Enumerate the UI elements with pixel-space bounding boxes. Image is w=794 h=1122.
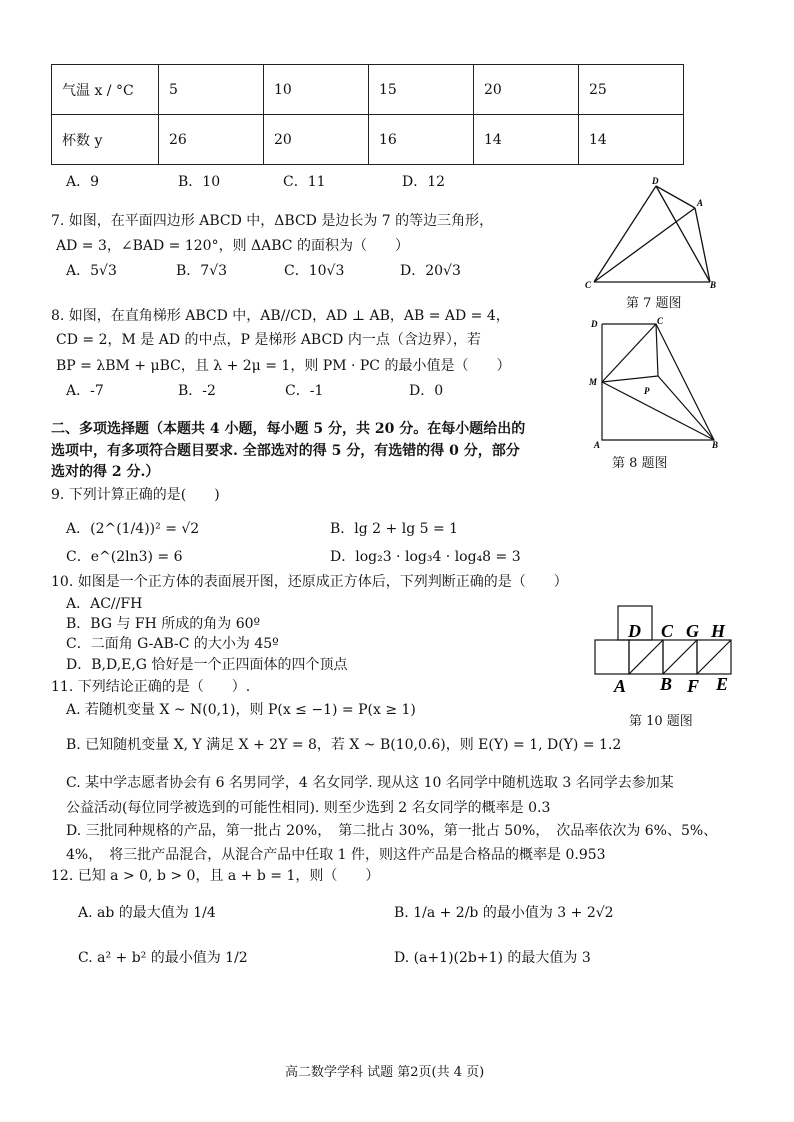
- label-b: B: [712, 440, 719, 450]
- q12-option-d: D. (a+1)(2b+1) 的最大值为 3: [394, 950, 591, 966]
- section2-heading-line3: 选对的得 2 分.）: [51, 464, 160, 480]
- label-p: P: [644, 386, 650, 396]
- page-footer: 高二数学学科 试题 第2页(共 4 页): [285, 1065, 485, 1080]
- q6-option-c: C．11: [283, 174, 326, 190]
- section2-heading-line1: 二、多项选择题（本题共 4 小题，每小题 5 分，共 20 分。在每小题给出的: [51, 421, 526, 437]
- table-cell: 14: [579, 115, 684, 165]
- edge-cd: [594, 186, 656, 282]
- q9-option-d: D．log₂3 · log₃4 · log₄8 = 3: [330, 549, 521, 565]
- table-cell: 20: [474, 65, 579, 115]
- q8-stem-line2: CD = 2，M 是 AD 的中点，P 是梯形 ABCD 内一点（含边界），若: [56, 332, 481, 348]
- table-cell: 10: [264, 65, 369, 115]
- q8-option-a: A．-7: [66, 383, 104, 399]
- q8-stem-line3: BP = λBM + μBC，且 λ + 2μ = 1，则 PM · PC 的最小值是（ ）: [56, 358, 511, 374]
- q10-option-c: C．二面角 G-AB-C 的大小为 45º: [66, 636, 279, 652]
- segment-pc: [656, 324, 658, 376]
- q7-option-b: B．7√3: [176, 263, 228, 279]
- table-cell: 杯数 y: [52, 115, 159, 165]
- q9-option-a: A．(2^(1/4))² = √2: [66, 521, 200, 537]
- section2-heading-line2: 选项中，有多项符合题目要求. 全部选对的得 5 分，有选错的得 0 分，部分: [51, 443, 520, 459]
- q10-stem: 10. 如图是一个正方体的表面展开图，还原成正方体后，下列判断正确的是（ ）: [51, 574, 568, 590]
- label-a: A: [614, 676, 627, 696]
- q11-option-d-line1: D. 三批同种规格的产品，第一批占 20%， 第二批占 30%，第一批占 50%， 次品率依次为 6%、5%、: [66, 823, 718, 839]
- net-face: [595, 640, 629, 674]
- table-cell: 15: [369, 65, 474, 115]
- label-m: M: [589, 377, 598, 387]
- segment-pb: [658, 376, 714, 440]
- table-cell: 14: [474, 115, 579, 165]
- q7-option-d: D．20√3: [400, 263, 461, 279]
- diagonal: [629, 640, 663, 674]
- label-c: C: [657, 316, 664, 326]
- q11-option-c-line2: 公益活动(每位同学被选到的可能性相同). 则至少选到 2 名女同学的概率是 0.3: [66, 800, 551, 816]
- trapezoid: [602, 324, 714, 440]
- q12-option-b: B. 1/a + 2/b 的最小值为 3 + 2√2: [394, 905, 614, 921]
- table-row: [52, 115, 684, 165]
- q11-option-c-line1: C. 某中学志愿者协会有 6 名男同学，4 名女同学. 现从这 10 名同学中随机选取 3 名同学去参加某: [66, 775, 674, 791]
- q10-cube-net-figure: [590, 600, 738, 706]
- q8-figure: [586, 314, 722, 452]
- q10-option-b: B．BG 与 FH 所成的角为 60º: [66, 616, 261, 632]
- q9-option-c: C．e^(2ln3) = 6: [66, 549, 183, 565]
- q8-stem-line1: 8. 如图，在直角梯形 ABCD 中，AB//CD，AD ⊥ AB，AB = AD = 4，: [51, 308, 510, 324]
- label-c: C: [661, 621, 674, 641]
- q8-option-c: C．-1: [285, 383, 324, 399]
- diagonal: [697, 640, 731, 674]
- q6-option-a: A．9: [66, 174, 100, 190]
- q11-option-a: A. 若随机变量 X ~ N(0,1)，则 P(x ≤ −1) = P(x ≥ 1): [66, 702, 416, 718]
- q10-option-d: D．B,D,E,G 恰好是一个正四面体的四个顶点: [66, 657, 348, 673]
- q9-stem: 9. 下列计算正确的是( ): [51, 487, 220, 503]
- segment-mp: [602, 376, 658, 382]
- label-c: C: [585, 280, 592, 290]
- q7-caption: 第 7 题图: [626, 296, 682, 311]
- q6-option-d: D．12: [402, 174, 446, 190]
- q8-option-b: B．-2: [178, 383, 216, 399]
- edge-ca: [594, 208, 695, 282]
- table-cell: 20: [264, 115, 369, 165]
- label-b: B: [660, 674, 673, 694]
- q10-option-a: A．AC//FH: [66, 596, 143, 612]
- q6-option-b: B．10: [178, 174, 221, 190]
- label-d: D: [652, 176, 659, 186]
- label-h: H: [711, 621, 726, 641]
- q12-option-a: A. ab 的最大值为 1/4: [78, 905, 216, 921]
- q7-stem-line2: AD = 3，∠BAD = 120°，则 ΔABC 的面积为（ ）: [56, 238, 409, 254]
- temperature-cups-table: [51, 64, 684, 165]
- table-cell: 气温 x / °C: [52, 65, 159, 115]
- segment-mc: [602, 324, 656, 382]
- label-a: A: [594, 440, 601, 450]
- label-a: A: [697, 198, 704, 208]
- q9-option-b: B．lg 2 + lg 5 = 1: [330, 521, 459, 537]
- q11-stem: 11. 下列结论正确的是（ ）.: [51, 679, 251, 695]
- q7-figure: [582, 176, 722, 292]
- label-f: F: [687, 676, 700, 696]
- q7-option-c: C．10√3: [284, 263, 345, 279]
- q12-stem: 12. 已知 a > 0, b > 0，且 a + b = 1，则（ ）: [51, 868, 380, 884]
- diagonal: [663, 640, 697, 674]
- q7-stem-line1: 7. 如图，在平面四边形 ABCD 中，ΔBCD 是边长为 7 的等边三角形，: [51, 213, 494, 229]
- label-e: E: [716, 674, 729, 694]
- table-cell: 25: [579, 65, 684, 115]
- q10-caption: 第 10 题图: [629, 714, 693, 729]
- label-d: D: [591, 319, 598, 329]
- segment-mb: [602, 382, 714, 440]
- table-cell: 26: [159, 115, 264, 165]
- table-row: [52, 65, 684, 115]
- q8-option-d: D．0: [409, 383, 444, 399]
- label-g: G: [686, 621, 699, 641]
- q12-option-c: C. a² + b² 的最小值为 1/2: [78, 950, 248, 966]
- q11-option-b: B. 已知随机变量 X, Y 满足 X + 2Y = 8，若 X ~ B(10,0.6)，则 E(Y) = 1, D(Y) = 1.2: [66, 737, 622, 753]
- table-cell: 5: [159, 65, 264, 115]
- q11-option-d-line2: 4%， 将三批产品混合，从混合产品中任取 1 件，则这件产品是合格品的概率是 0.953: [66, 847, 606, 863]
- table-cell: 16: [369, 115, 474, 165]
- q7-option-a: A．5√3: [66, 263, 117, 279]
- label-d: D: [628, 621, 641, 641]
- edge-ab: [695, 208, 710, 282]
- q8-caption: 第 8 题图: [612, 456, 668, 471]
- label-b: B: [710, 280, 717, 290]
